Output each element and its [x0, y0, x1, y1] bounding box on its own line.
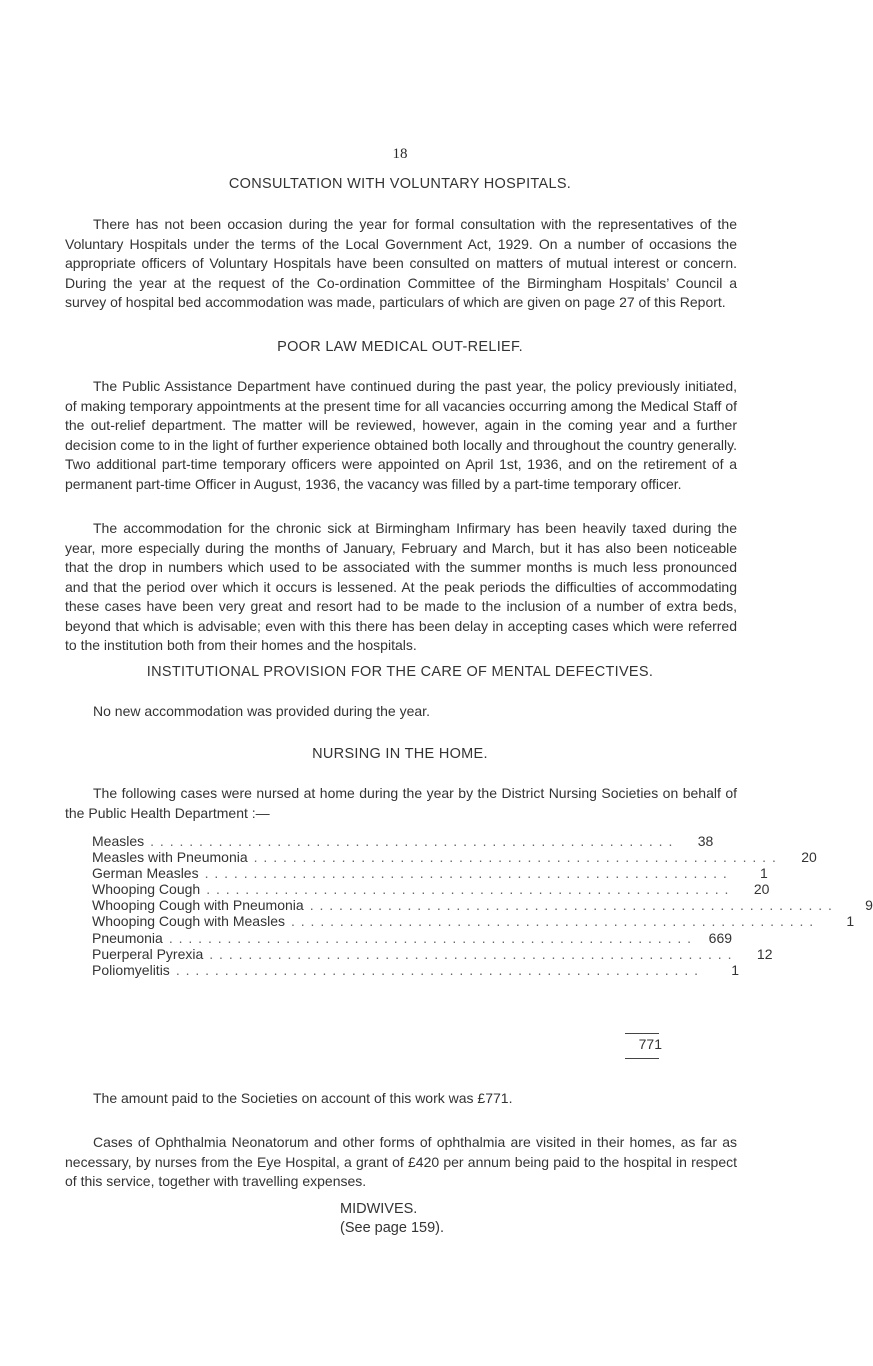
table-row [92, 913, 855, 930]
leader-dots: . . . . . . . . . . . . . . . . . . . . . . . . . . . . . . . . . . . . . . . . . . . . . . . . . . . . . . [204, 865, 728, 882]
paragraph-poor-law-1: The Public Assistance Department have continued during the past year, the policy previously initiated, of making temporary appointments at the present time for all vacancies occurring among the Medical Staff of the out-relief department. The matter will be reviewed, however, again in the coming year and a further decision come to in the light of further experience obtained both locally and throughout the country generally. Two additional part-time temporary officers were appointed on April 1st, 1936, and on the retirement of a permanent part-time Officer in August, 1936, the vacancy was filled by a part-time temporary officer. [65, 378, 737, 492]
paragraph-nursing-intro: The following cases were nursed at home during the year by the District Nursing Societies on behalf of the Public Health Department :— [65, 785, 737, 821]
case-label: Puerperal Pyrexia [92, 945, 204, 962]
paragraph-amount-paid: The amount paid to the Societies on account of this work was £771. [93, 1090, 513, 1106]
total-rule-bottom [625, 1058, 659, 1059]
leader-dots: . . . . . . . . . . . . . . . . . . . . . . . . . . . . . . . . . . . . . . . . . . . . . . . . . . . . . . [168, 929, 693, 946]
leader-dots: . . . . . . . . . . . . . . . . . . . . . . . . . . . . . . . . . . . . . . . . . . . . . . . . . . . . . . [309, 897, 833, 914]
nursing-cases-table [92, 833, 873, 978]
leader-dots: . . . . . . . . . . . . . . . . . . . . . . . . . . . . . . . . . . . . . . . . . . . . . . . . . . . . . . [206, 881, 730, 898]
case-label: Measles [92, 833, 145, 849]
paragraph-mental-defectives: No new accommodation was provided during the year. [93, 703, 430, 719]
case-count: 669 [708, 929, 733, 946]
table-row [92, 961, 740, 978]
heading-midwives: MIDWIVES. [340, 1201, 418, 1217]
leader-dots: . . . . . . . . . . . . . . . . . . . . . . . . . . . . . . . . . . . . . . . . . . . . . . . . . . . . . . [175, 961, 700, 978]
nursing-total: 771 [638, 1036, 662, 1052]
paragraph-consultation: There has not been occasion during the year for formal consultation with the representatives of the Voluntary Hospitals under the terms of the Local Government Act, 1929. On a number of occasions the appropriate officers of Voluntary Hospitals have been consulted on matters of mutual interest or concern. During the year at the request of the Co-ordination Committee of the Birmingham Hospitals’ Council a survey of hospital bed accommodation was made, particulars of which are given on page 27 of this Report. [65, 216, 737, 310]
paragraph-ophthalmia: Cases of Ophthalmia Neonatorum and other forms of ophthalmia are visited in their homes, as far as necessary, by nurses from the Eye Hospital, a grant of £420 per annum being paid to the hospital in respect of this service, together with travelling expenses. [65, 1134, 737, 1189]
page-number: 18 [392, 146, 408, 162]
leader-dots: . . . . . . . . . . . . . . . . . . . . . . . . . . . . . . . . . . . . . . . . . . . . . . . . . . . . . . [150, 833, 674, 849]
case-label: Measles with Pneumonia [92, 849, 248, 866]
case-count: 1 [731, 961, 740, 978]
table-row [92, 881, 770, 898]
heading-nursing: NURSING IN THE HOME. [312, 746, 488, 762]
case-count: 9 [865, 897, 873, 914]
total-rule-top [625, 1033, 659, 1034]
heading-consultation: CONSULTATION WITH VOLUNTARY HOSPITALS. [228, 176, 572, 192]
table-row [92, 849, 817, 866]
leader-dots: . . . . . . . . . . . . . . . . . . . . . . . . . . . . . . . . . . . . . . . . . . . . . . . . . . . . . . [291, 913, 815, 930]
case-count: 20 [753, 881, 770, 898]
case-label: Whooping Cough with Pneumonia [92, 897, 304, 914]
leader-dots: . . . . . . . . . . . . . . . . . . . . . . . . . . . . . . . . . . . . . . . . . . . . . . . . . . . . . . [253, 849, 777, 866]
heading-poor-law: POOR LAW MEDICAL OUT-RELIEF. [277, 339, 523, 355]
table-row [92, 897, 873, 914]
paragraph-poor-law-2: The accommodation for the chronic sick at Birmingham Infirmary has been heavily taxed during the year, more especially during the months of January, February and March, but it has also been noticeable that the drop in numbers which used to be associated with the summer months is much less pronounced and that the period over which it occurs is lessened. At the peak periods the difficulties of accommodating these cases have been very great and resort had to be made to the inclusion of a number of extra beds, beyond that which is advisable; even with this there has been delay in accepting cases which were referred to the institution both from their homes and the hospitals. [65, 520, 737, 653]
midwives-reference: (See page 159). [340, 1220, 444, 1236]
case-count: 38 [697, 833, 714, 849]
case-label: Whooping Cough [92, 881, 201, 898]
table-row [92, 929, 733, 946]
case-label: German Measles [92, 865, 199, 882]
case-label: Whooping Cough with Measles [92, 913, 285, 930]
case-count: 1 [760, 865, 768, 882]
table-row [92, 833, 714, 849]
case-label: Poliomyelitis [92, 961, 170, 978]
table-row [92, 865, 768, 882]
case-label: Pneumonia [92, 929, 163, 946]
leader-dots: . . . . . . . . . . . . . . . . . . . . . . . . . . . . . . . . . . . . . . . . . . . . . . . . . . . . . . [209, 945, 733, 962]
case-count: 1 [846, 913, 855, 930]
heading-mental-defectives: INSTITUTIONAL PROVISION FOR THE CARE OF MENTAL DEFECTIVES. [146, 664, 654, 680]
case-count: 12 [756, 945, 773, 962]
midwives-block [340, 1200, 444, 1238]
case-count: 20 [801, 849, 817, 866]
table-row [92, 945, 773, 962]
